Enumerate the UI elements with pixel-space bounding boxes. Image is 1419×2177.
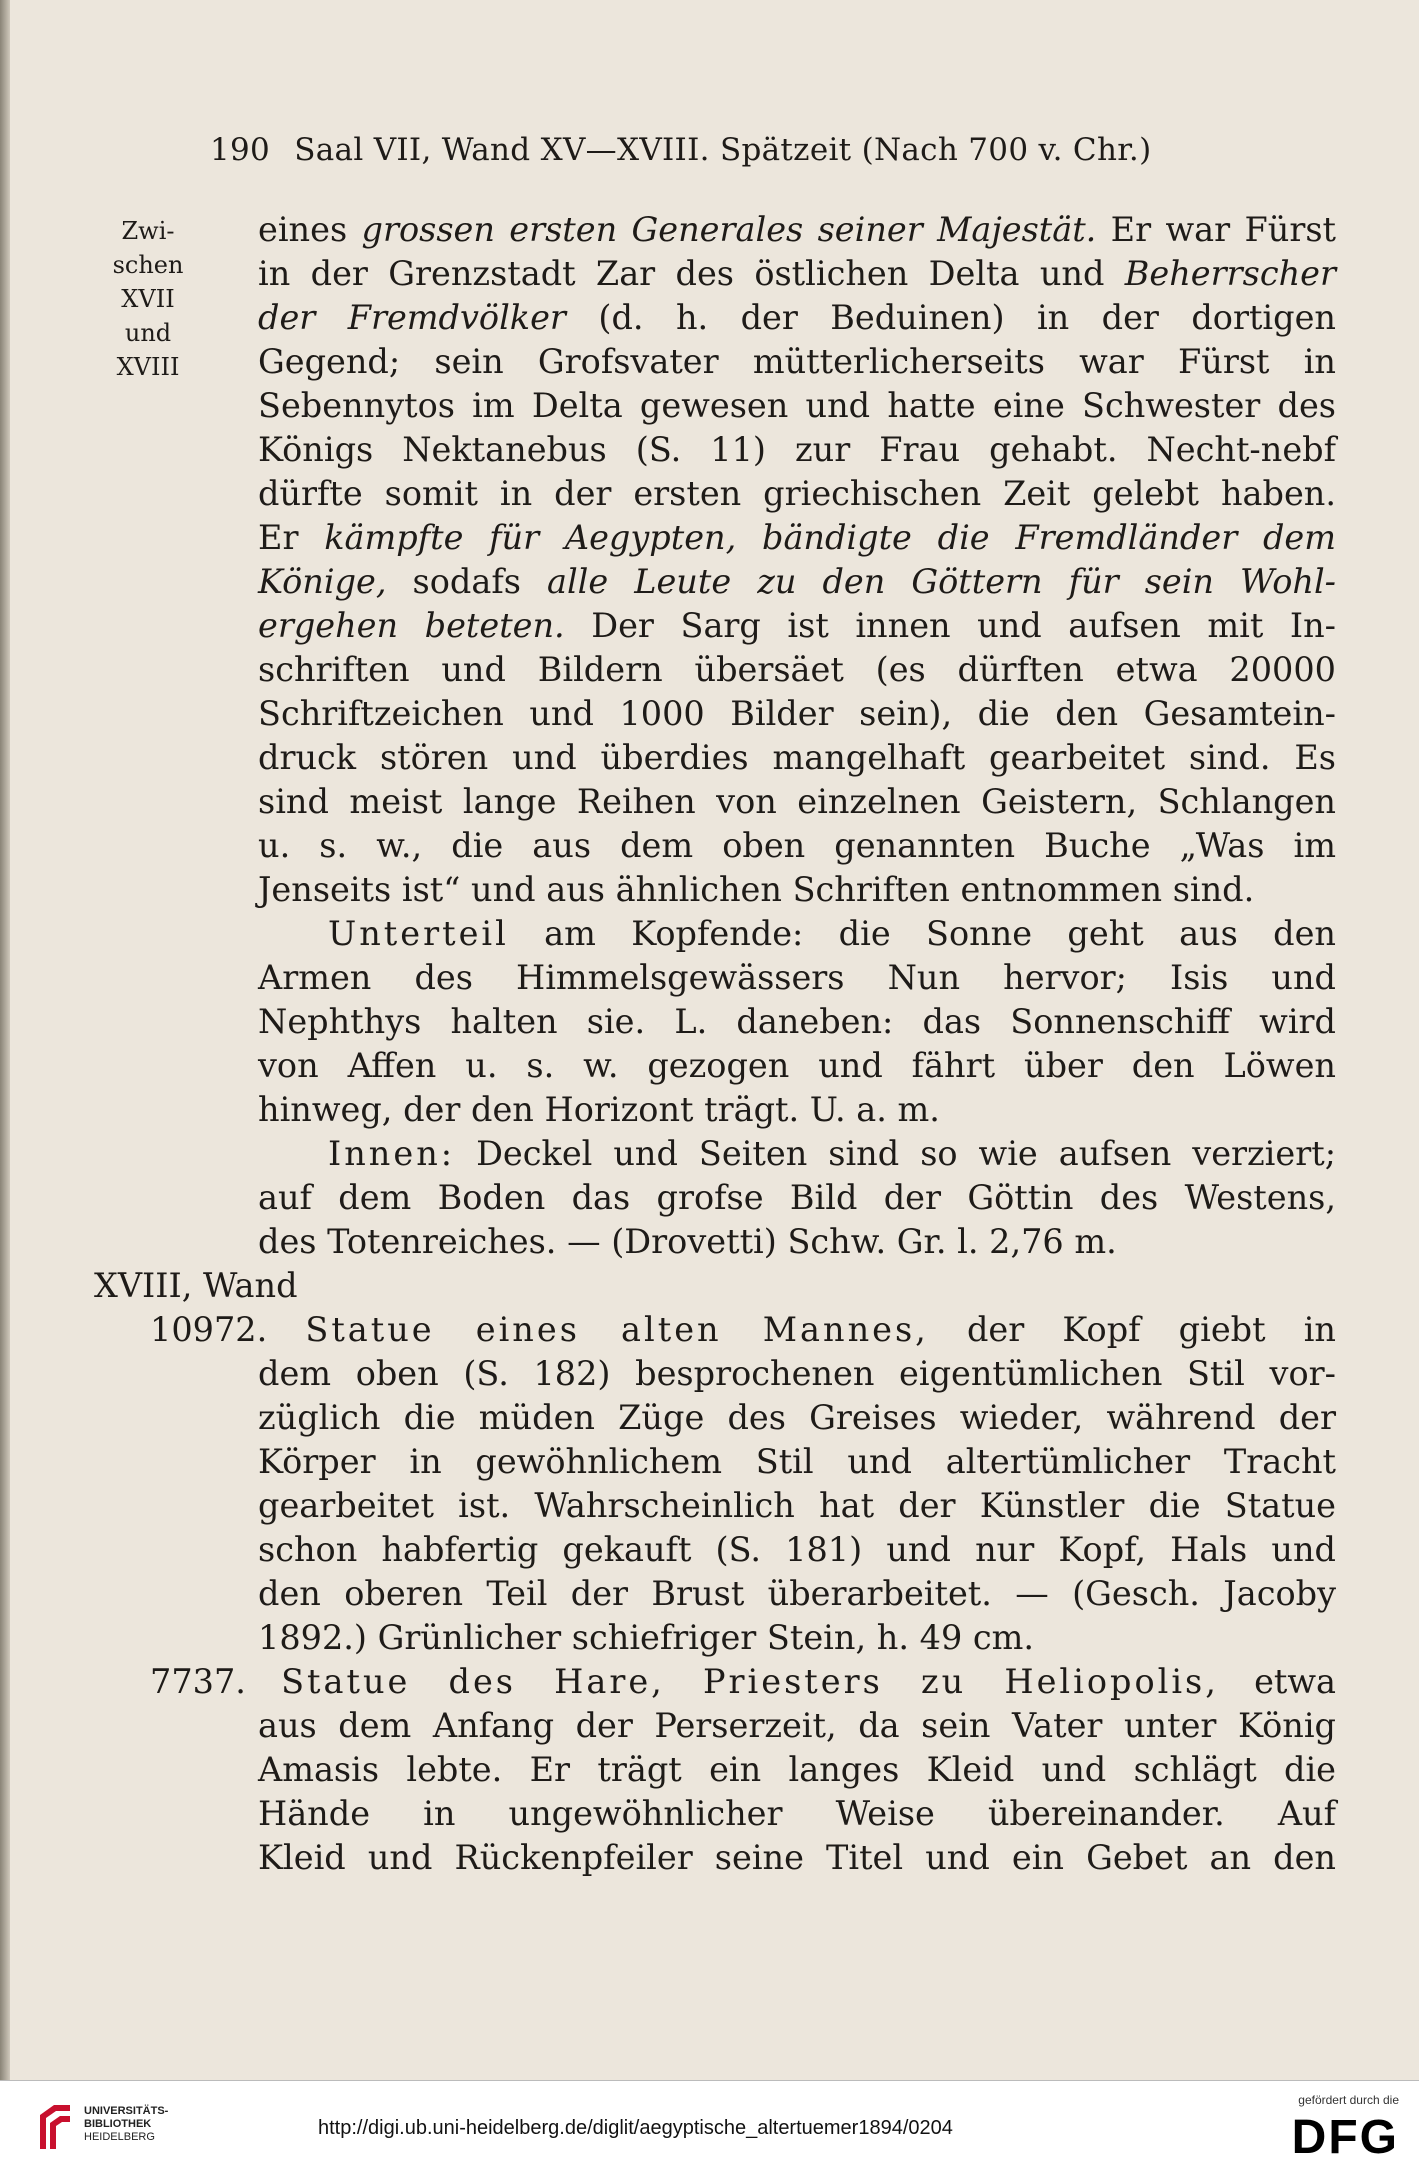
text-run: des Totenreiches. — (Drovetti) Schw. Gr. l. 2,76 m.: [258, 1222, 1117, 1261]
text-line: [258, 648, 1336, 692]
margin-note-line: schen: [112, 251, 184, 279]
text-run: Körper in gewöhnlichem Stil und altertümlicher Tracht: [258, 1442, 1336, 1481]
text-line: [258, 1132, 1336, 1176]
text-line: [258, 340, 1336, 384]
text-run: Der Sarg ist innen und aufsen mit In-: [564, 606, 1336, 645]
margin-note-line: XVII: [121, 285, 175, 313]
sponsor-label: gefördert durch die: [1298, 2093, 1399, 2107]
viewer-footer: [0, 2080, 1419, 2177]
text-run: sodafs: [386, 562, 547, 601]
text-line: [258, 384, 1336, 428]
scan-edge: [0, 0, 10, 2080]
text-line: [258, 1572, 1336, 1616]
text-run: Kleid und Rückenpfeiler seine Titel und ein Gebet an den: [258, 1838, 1336, 1877]
text-line: [258, 824, 1336, 868]
text-line: [258, 252, 1336, 296]
italic-run: kämpfte für Aegypten, bändigte die Fremdländer dem: [324, 518, 1336, 557]
text-line: [258, 604, 1336, 648]
library-name-line: BIBLIOTHEK: [84, 2118, 152, 2130]
text-line: [258, 1440, 1336, 1484]
text-run: Sebennytos im Delta gewesen und hatte eine Schwester des: [258, 386, 1336, 425]
text-line: [258, 912, 1336, 956]
margin-note-line: Zwi-: [121, 217, 175, 245]
text-run: (d. h. der Beduinen) in der dortigen: [565, 298, 1336, 337]
text-line: [258, 1396, 1336, 1440]
italic-run: alle Leute zu den Göttern für sein Wohl-: [546, 562, 1336, 601]
text-run: aus dem Anfang der Perserzeit, da sein Vater unter König: [258, 1706, 1336, 1745]
text-line: [258, 472, 1336, 516]
italic-run: Könige,: [258, 562, 387, 601]
text-line: [94, 1264, 1336, 1308]
text-run: Armen des Himmelsgewässers Nun hervor; Isis und: [258, 958, 1336, 997]
text-run: Jenseits ist“ und aus ähnlichen Schriften entnommen sind.: [258, 870, 1255, 909]
text-line: [258, 560, 1336, 604]
text-run: etwa: [1218, 1662, 1337, 1701]
university-library-logo-icon: [36, 2101, 74, 2153]
spaced-run: Statue des Hare, Priesters zu Heliopolis,: [281, 1662, 1219, 1701]
text-run: sind meist lange Reihen von einzelnen Geistern, Schlangen: [258, 782, 1336, 821]
margin-note: [78, 214, 218, 384]
text-run: gearbeitet ist. Wahrscheinlich hat der Künstler die Statue: [258, 1486, 1336, 1525]
text-line: [258, 1220, 1336, 1264]
text-run: schriften und Bildern übersäet (es dürften etwa 20000: [258, 650, 1336, 689]
library-name: [84, 2105, 168, 2144]
text-run: Amasis lebte. Er trägt ein langes Kleid und schlägt die: [258, 1750, 1336, 1789]
text-line: [258, 1044, 1336, 1088]
library-city: HEIDELBERG: [84, 2131, 155, 2143]
text-run: der Kopf giebt in: [928, 1310, 1337, 1349]
text-run: 10972.: [150, 1310, 306, 1349]
text-run: dem oben (S. 182) besprochenen eigentümlichen Stil vor-: [258, 1354, 1336, 1393]
spaced-run: Statue eines alten Mannes,: [305, 1310, 929, 1349]
library-name-line: UNIVERSITÄTS-: [84, 2105, 169, 2117]
text-line: [258, 780, 1336, 824]
text-run: 1892.) Grünlicher schiefriger Stein, h. 49 cm.: [258, 1618, 1035, 1657]
page-number: 190: [210, 132, 271, 168]
text-run: u. s. w., die aus dem oben genannten Buche „Was im: [258, 826, 1336, 865]
text-run: Er war Fürst: [1096, 210, 1337, 249]
text-line: [258, 868, 1336, 912]
text-line: [258, 1616, 1336, 1660]
italic-run: ergehen beteten.: [258, 606, 565, 645]
spaced-run: Unterteil: [328, 914, 509, 953]
text-line: [258, 1792, 1336, 1836]
text-run: den oberen Teil der Brust überarbeitet. — (Gesch. Jacoby: [258, 1574, 1336, 1613]
dfg-logo[interactable]: DFG: [1291, 2111, 1399, 2164]
text-run: Gegend; sein Grofsvater mütterlicherseits war Fürst in: [258, 342, 1336, 381]
text-line: [258, 1352, 1336, 1396]
running-header: [210, 132, 1151, 168]
text-run: am Kopfende: die Sonne geht aus den: [508, 914, 1336, 953]
text-line: [258, 1088, 1336, 1132]
permalink-url[interactable]: http://digi.ub.uni-heidelberg.de/diglit/aegyptische_altertuemer1894/0204: [318, 2117, 953, 2139]
text-run: Königs Nektanebus (S. 11) zur Frau gehabt. Necht-nebf: [258, 430, 1336, 469]
text-line: [258, 692, 1336, 736]
text-run: dürfte somit in der ersten griechischen Zeit gelebt haben.: [258, 474, 1336, 513]
text-line: [258, 1704, 1336, 1748]
text-run: Deckel und Seiten sind so wie aufsen verziert;: [455, 1134, 1336, 1173]
running-title: Saal VII, Wand XV—XVIII. Spätzeit (Nach 700 v. Chr.): [294, 132, 1152, 168]
text-run: 7737.: [150, 1662, 282, 1701]
text-run: hinweg, der den Horizont trägt. U. a. m.: [258, 1090, 940, 1129]
italic-run: grossen ersten Generales seiner Majestät.: [361, 210, 1097, 249]
text-line: [258, 1748, 1336, 1792]
text-line: [150, 1308, 1336, 1352]
text-line: [258, 296, 1336, 340]
italic-run: der Fremdvölker: [258, 298, 566, 337]
text-run: XVIII, Wand: [94, 1266, 298, 1305]
text-line: [258, 1176, 1336, 1220]
text-line: [258, 1836, 1336, 1880]
text-line: [258, 1528, 1336, 1572]
text-line: [258, 1000, 1336, 1044]
text-line: [258, 956, 1336, 1000]
spaced-run: Innen:: [328, 1134, 456, 1173]
text-run: eines: [258, 210, 362, 249]
text-line: [258, 208, 1336, 252]
text-run: auf dem Boden das grofse Bild der Göttin des Westens,: [258, 1178, 1336, 1217]
text-line: [258, 1484, 1336, 1528]
text-run: in der Grenzstadt Zar des östlichen Delta und: [258, 254, 1125, 293]
book-page: [10, 0, 1419, 2080]
text-run: Er: [258, 518, 325, 557]
text-line: [258, 516, 1336, 560]
text-run: schon habfertig gekauft (S. 181) und nur Kopf, Hals und: [258, 1530, 1336, 1569]
text-run: Schriftzeichen und 1000 Bilder sein), die den Gesamtein-: [258, 694, 1336, 733]
margin-note-line: und: [124, 319, 172, 347]
text-line: [150, 1660, 1336, 1704]
text-line: [258, 736, 1336, 780]
margin-note-line: XVIII: [116, 353, 180, 381]
italic-run: Beherrscher: [1124, 254, 1336, 293]
text-run: druck stören und überdies mangelhaft gearbeitet sind. Es: [258, 738, 1336, 777]
text-run: züglich die müden Züge des Greises wieder, während der: [258, 1398, 1336, 1437]
text-run: Nephthys halten sie. L. daneben: das Sonnenschiff wird: [258, 1002, 1336, 1041]
text-line: [258, 428, 1336, 472]
text-run: Hände in ungewöhnlicher Weise übereinander. Auf: [258, 1794, 1336, 1833]
text-run: von Affen u. s. w. gezogen und fährt über den Löwen: [258, 1046, 1336, 1085]
